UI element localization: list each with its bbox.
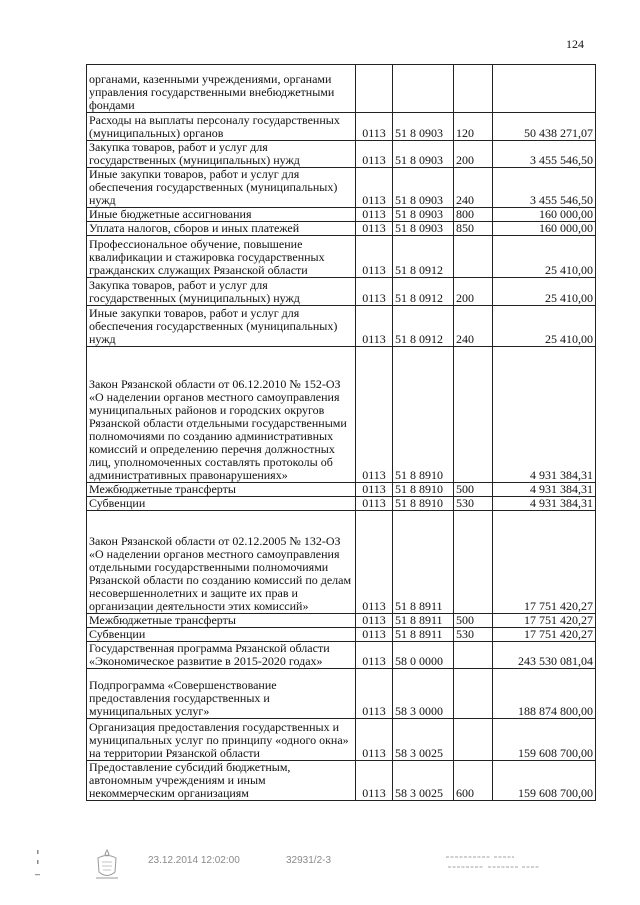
row-target-code: 51 8 0903 <box>393 222 454 236</box>
row-section-code <box>356 65 393 113</box>
row-section-code: 0113 <box>356 113 393 141</box>
row-expense-type: 530 <box>454 628 493 642</box>
row-name: Субвенции <box>87 628 356 642</box>
row-section-code: 0113 <box>356 236 393 278</box>
row-name: Иные закупки товаров, работ и услуг для обеспечения государственных (муниципальных) нужд <box>87 168 356 208</box>
row-amount <box>493 65 596 113</box>
row-name: Организация предоставления государственных и муниципальных услуг по принципу «одного окна» на территории Рязанской области <box>87 719 356 761</box>
row-amount: 159 608 700,00 <box>493 719 596 761</box>
row-expense-type: 500 <box>454 483 493 497</box>
row-target-code: 51 8 8911 <box>393 628 454 642</box>
row-section-code: 0113 <box>356 669 393 719</box>
table-row <box>87 306 596 347</box>
row-expense-type: 200 <box>454 141 493 168</box>
row-amount: 17 751 420,27 <box>493 614 596 628</box>
table-row <box>87 497 596 511</box>
row-name: Межбюджетные трансферты <box>87 483 356 497</box>
row-target-code: 51 8 0903 <box>393 208 454 222</box>
row-name: органами, казенными учреждениями, органами управления государственными внебюджетными фондами <box>87 65 356 113</box>
row-name: Закон Рязанской области от 02.12.2005 № 132-ОЗ «О наделении органов местного самоуправления отдельными государственными полномочиями Рязанской области по созданию комиссий по делам несовершеннолетних и защите их прав и организации деятельности этих комиссий» <box>87 511 356 614</box>
row-target-code: 51 8 0903 <box>393 168 454 208</box>
row-name: Государственная программа Рязанской области «Экономическое развитие в 2015-2020 годах» <box>87 642 356 669</box>
row-expense-type <box>454 511 493 614</box>
row-section-code: 0113 <box>356 511 393 614</box>
row-amount: 4 931 384,31 <box>493 347 596 483</box>
row-target-code <box>393 65 454 113</box>
footer-doc-id: 32931/2-3 <box>286 855 332 866</box>
row-amount: 160 000,00 <box>493 208 596 222</box>
budget-table <box>86 64 596 801</box>
row-target-code: 51 8 0912 <box>393 278 454 306</box>
row-name: Закон Рязанской области от 06.12.2010 № 152-ОЗ «О наделении органов местного самоуправления муниципальных районов и городских округов Рязанской области отдельными государственными полномочиями по созданию административных комиссий и определению перечня должностных лиц, уполномоченных составлять протоколы об административных правонарушениях» <box>87 347 356 483</box>
table-row <box>87 628 596 642</box>
row-name: Профессиональное обучение, повышение квалификации и стажировка государственных гражданских служащих Рязанской области <box>87 236 356 278</box>
table-row <box>87 761 596 801</box>
row-name: Подпрограмма «Совершенствование предоставления государственных и муниципальных услуг» <box>87 669 356 719</box>
row-section-code: 0113 <box>356 497 393 511</box>
table-row <box>87 141 596 168</box>
row-section-code: 0113 <box>356 483 393 497</box>
table-row <box>87 483 596 497</box>
table-row <box>87 642 596 669</box>
row-section-code: 0113 <box>356 306 393 347</box>
table-row <box>87 511 596 614</box>
row-amount: 50 438 271,07 <box>493 113 596 141</box>
row-amount: 3 455 546,50 <box>493 141 596 168</box>
table-row <box>87 719 596 761</box>
row-amount: 17 751 420,27 <box>493 511 596 614</box>
row-target-code: 58 3 0025 <box>393 719 454 761</box>
page-number: 124 <box>566 37 584 51</box>
row-section-code: 0113 <box>356 278 393 306</box>
organization-stamp-text <box>444 852 564 874</box>
row-expense-type <box>454 236 493 278</box>
row-expense-type <box>454 347 493 483</box>
binding-marks <box>34 850 42 880</box>
table-row <box>87 236 596 278</box>
table-row <box>87 222 596 236</box>
row-target-code: 58 3 0000 <box>393 669 454 719</box>
row-amount: 3 455 546,50 <box>493 168 596 208</box>
row-expense-type <box>454 669 493 719</box>
row-section-code: 0113 <box>356 347 393 483</box>
row-name: Межбюджетные трансферты <box>87 614 356 628</box>
row-target-code: 51 8 0903 <box>393 141 454 168</box>
row-amount: 159 608 700,00 <box>493 761 596 801</box>
row-amount: 243 530 081,04 <box>493 642 596 669</box>
footer-datetime: 23.12.2014 12:02:00 <box>148 855 240 866</box>
row-section-code: 0113 <box>356 761 393 801</box>
row-amount: 25 410,00 <box>493 278 596 306</box>
table-row <box>87 669 596 719</box>
row-section-code: 0113 <box>356 719 393 761</box>
row-target-code: 51 8 0912 <box>393 306 454 347</box>
row-amount: 17 751 420,27 <box>493 628 596 642</box>
row-target-code: 51 8 8910 <box>393 497 454 511</box>
row-amount: 4 931 384,31 <box>493 497 596 511</box>
row-expense-type: 800 <box>454 208 493 222</box>
table-row <box>87 65 596 113</box>
row-target-code: 58 0 0000 <box>393 642 454 669</box>
row-expense-type: 600 <box>454 761 493 801</box>
table-row <box>87 278 596 306</box>
row-amount: 160 000,00 <box>493 222 596 236</box>
row-name: Предоставление субсидий бюджетным, автономным учреждениям и иным некоммерческим организациям <box>87 761 356 801</box>
row-target-code: 51 8 8911 <box>393 614 454 628</box>
row-section-code: 0113 <box>356 628 393 642</box>
table-row <box>87 113 596 141</box>
row-name: Расходы на выплаты персоналу государственных (муниципальных) органов <box>87 113 356 141</box>
row-section-code: 0113 <box>356 614 393 628</box>
row-name: Закупка товаров, работ и услуг для государственных (муниципальных) нужд <box>87 141 356 168</box>
row-target-code: 51 8 0903 <box>393 113 454 141</box>
row-amount: 4 931 384,31 <box>493 483 596 497</box>
row-name: Закупка товаров, работ и услуг для государственных (муниципальных) нужд <box>87 278 356 306</box>
row-expense-type <box>454 719 493 761</box>
row-expense-type <box>454 642 493 669</box>
row-name: Уплата налогов, сборов и иных платежей <box>87 222 356 236</box>
row-expense-type: 500 <box>454 614 493 628</box>
table-row <box>87 208 596 222</box>
row-target-code: 58 3 0025 <box>393 761 454 801</box>
row-expense-type: 120 <box>454 113 493 141</box>
row-target-code: 51 8 8910 <box>393 483 454 497</box>
row-section-code: 0113 <box>356 141 393 168</box>
coat-of-arms-icon <box>92 848 122 882</box>
row-section-code: 0113 <box>356 168 393 208</box>
row-section-code: 0113 <box>356 208 393 222</box>
row-name: Иные бюджетные ассигнования <box>87 208 356 222</box>
row-expense-type: 200 <box>454 278 493 306</box>
row-amount: 25 410,00 <box>493 236 596 278</box>
row-expense-type: 240 <box>454 306 493 347</box>
row-name: Иные закупки товаров, работ и услуг для обеспечения государственных (муниципальных) нужд <box>87 306 356 347</box>
row-target-code: 51 8 8911 <box>393 511 454 614</box>
row-name: Субвенции <box>87 497 356 511</box>
table-row <box>87 168 596 208</box>
row-section-code: 0113 <box>356 642 393 669</box>
row-target-code: 51 8 8910 <box>393 347 454 483</box>
row-expense-type: 850 <box>454 222 493 236</box>
row-target-code: 51 8 0912 <box>393 236 454 278</box>
row-section-code: 0113 <box>356 222 393 236</box>
row-amount: 188 874 800,00 <box>493 669 596 719</box>
row-expense-type <box>454 65 493 113</box>
row-amount: 25 410,00 <box>493 306 596 347</box>
row-expense-type: 240 <box>454 168 493 208</box>
table-row <box>87 614 596 628</box>
table-row <box>87 347 596 483</box>
row-expense-type: 530 <box>454 497 493 511</box>
